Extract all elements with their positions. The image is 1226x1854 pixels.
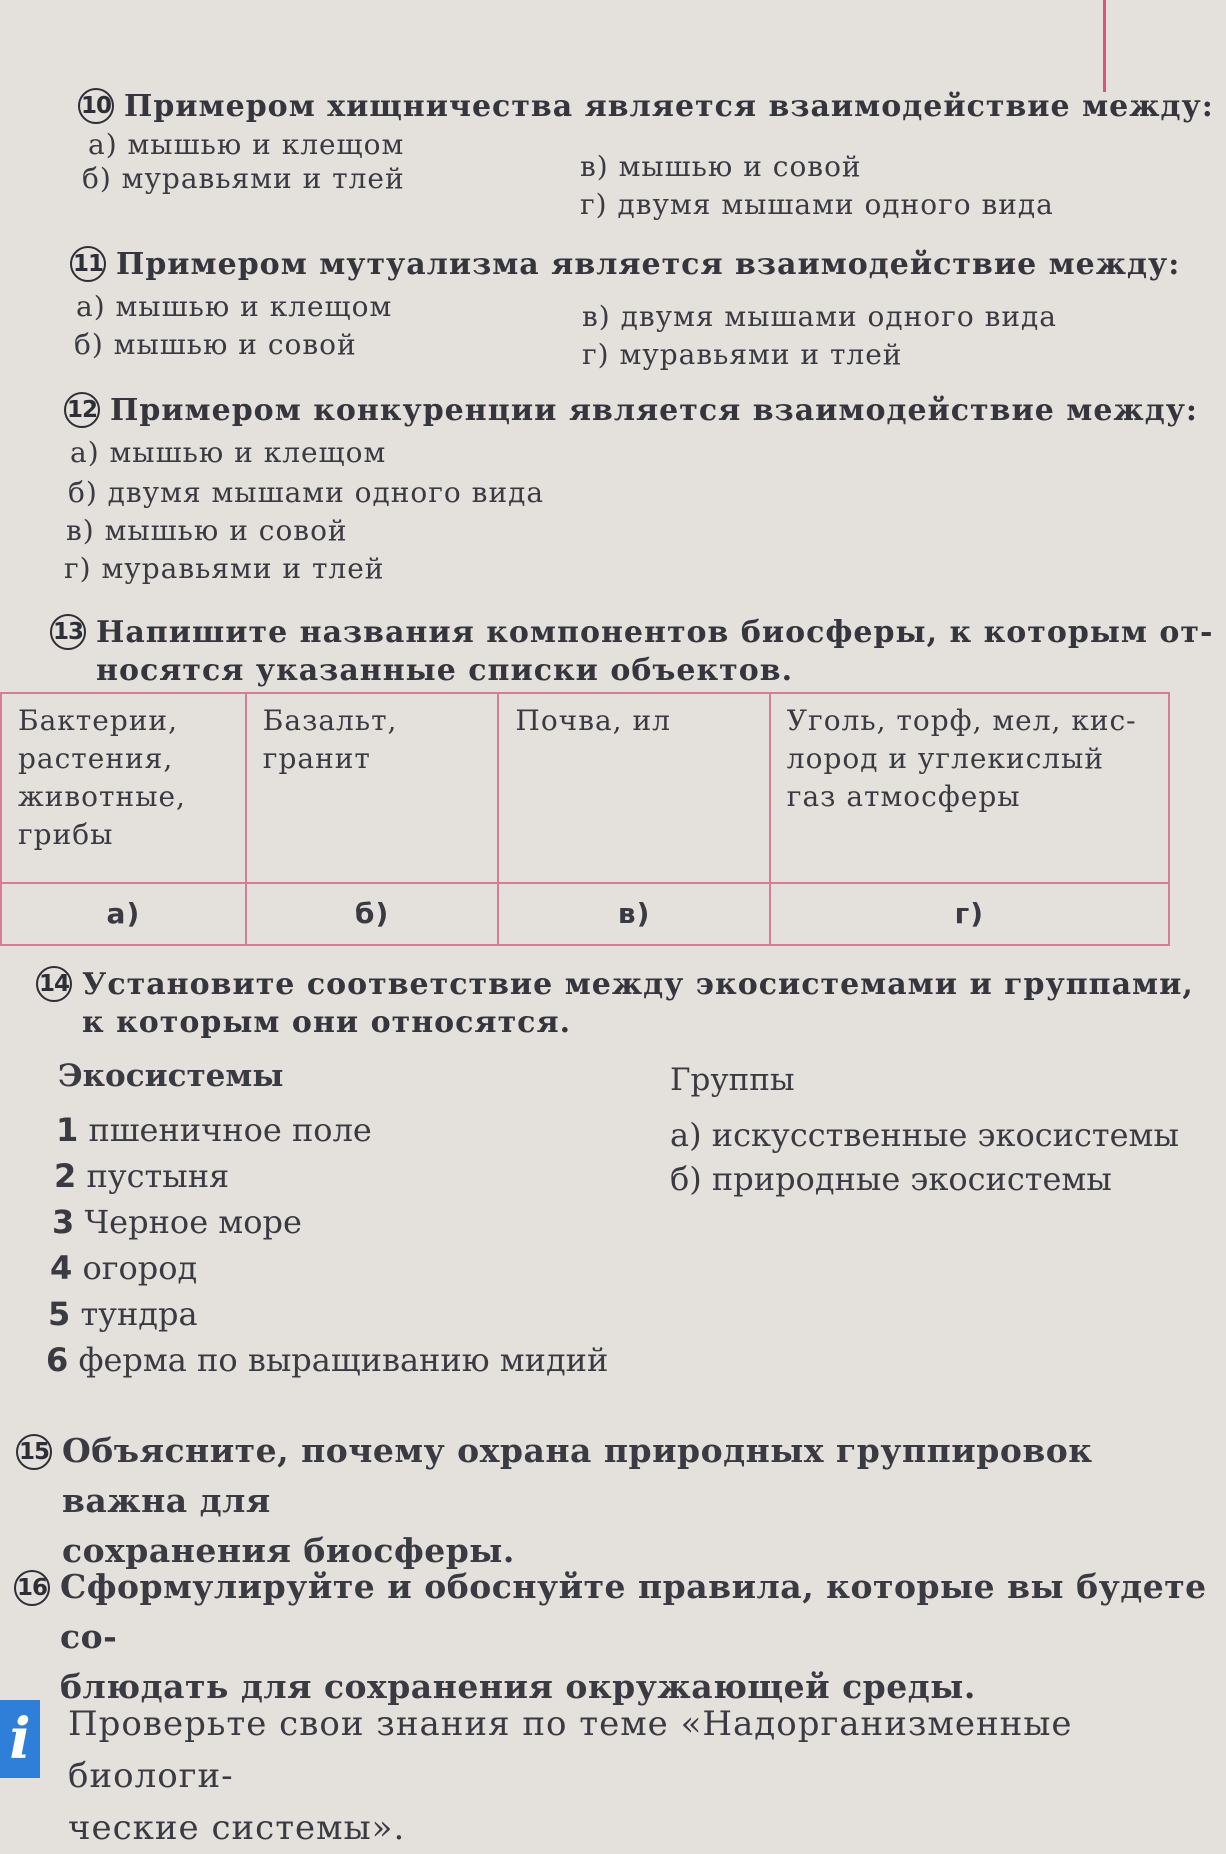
question-text: Примером конкуренции является взаимодействие между: xyxy=(110,393,1198,428)
item-number: 1 xyxy=(56,1111,79,1149)
question-text-line-1: Напишите названия компонентов биосферы, к которым от- xyxy=(96,615,1214,650)
option-v: в) двумя мышами одного вида xyxy=(582,300,1057,333)
question-number-badge: 12 xyxy=(64,392,100,428)
question-number-badge: 10 xyxy=(78,88,114,124)
table-row xyxy=(1,883,1169,945)
question-10-header xyxy=(78,88,1214,126)
question-text-line-2: блюдать для сохранения окружающей среды. xyxy=(60,1667,976,1706)
question-text-line-2: носятся указанные списки объектов. xyxy=(96,653,794,688)
item-number: 6 xyxy=(46,1341,69,1379)
question-number-badge: 11 xyxy=(70,246,106,282)
answer-cell: б) xyxy=(246,883,499,945)
item-number: 5 xyxy=(48,1295,71,1333)
item-label: пустыня xyxy=(86,1157,230,1195)
option-b: б) муравьями и тлей xyxy=(82,162,405,195)
item-label: тундра xyxy=(80,1295,198,1333)
option-g: г) муравьями и тлей xyxy=(64,552,385,585)
question-number-badge: 16 xyxy=(14,1570,50,1606)
answer-cell: в) xyxy=(498,883,769,945)
question-number-badge: 14 xyxy=(36,966,72,1002)
item-number: 3 xyxy=(52,1203,75,1241)
question-text-line-1: Сформулируйте и обоснуйте правила, которые вы будете со- xyxy=(60,1567,1207,1656)
ecosystems-header: Экосистемы xyxy=(58,1058,284,1094)
list-item xyxy=(52,1199,302,1245)
question-16-header xyxy=(14,1562,1226,1712)
answer-cell: г) xyxy=(770,883,1169,945)
question-text-line-2: сохранения биосферы. xyxy=(62,1531,515,1570)
question-text-line-1: Объясните, почему охрана природных группировок важна для xyxy=(62,1431,1093,1520)
item-label: огород xyxy=(82,1249,198,1287)
info-note xyxy=(68,1698,1226,1854)
option-g: г) двумя мышами одного вида xyxy=(580,188,1054,221)
question-text: Примером хищничества является взаимодействие между: xyxy=(124,89,1214,124)
biosphere-components-table xyxy=(0,692,1170,946)
list-item xyxy=(46,1337,608,1383)
info-icon: i xyxy=(0,1700,40,1778)
answer-cell: а) xyxy=(1,883,246,945)
question-text: Примером мутуализма является взаимодействие между: xyxy=(116,247,1181,282)
table-cell: Бактерии, растения, животные, грибы xyxy=(1,693,246,883)
question-11-header xyxy=(70,246,1180,284)
question-13-header xyxy=(50,614,1213,690)
option-a: а) мышью и клещом xyxy=(76,290,393,323)
list-item xyxy=(54,1153,229,1199)
question-number-badge: 13 xyxy=(50,614,86,650)
item-label: Черное море xyxy=(84,1203,302,1241)
list-item xyxy=(50,1245,197,1291)
option-v: в) мышью и совой xyxy=(66,514,348,547)
table-row xyxy=(1,693,1169,883)
list-item xyxy=(48,1291,198,1337)
option-b: б) мышью и совой xyxy=(74,328,357,361)
group-option-a: а) искусственные экосистемы xyxy=(670,1116,1179,1154)
groups-header: Группы xyxy=(670,1062,795,1098)
item-number: 4 xyxy=(50,1249,73,1287)
table-cell: Базальт, гранит xyxy=(246,693,499,883)
option-v: в) мышью и совой xyxy=(580,150,862,183)
page-margin-line xyxy=(1103,0,1106,92)
option-g: г) муравьями и тлей xyxy=(582,338,903,371)
item-label: ферма по выращиванию мидий xyxy=(78,1341,609,1379)
question-12-header xyxy=(64,392,1198,430)
item-label: пшеничное поле xyxy=(88,1111,372,1149)
option-a: а) мышью и клещом xyxy=(70,436,387,469)
question-text-line-2: к которым они относятся. xyxy=(82,1005,572,1040)
question-number-badge: 15 xyxy=(16,1434,52,1470)
info-note-line-2: ческие системы». xyxy=(68,1808,406,1848)
item-number: 2 xyxy=(54,1157,77,1195)
option-a: а) мышью и клещом xyxy=(88,128,405,161)
info-note-line-1: Проверьте свои знания по теме «Надорганизменные биологи- xyxy=(68,1704,1073,1796)
option-b: б) двумя мышами одного вида xyxy=(68,476,545,509)
list-item xyxy=(56,1107,372,1153)
table-cell: Уголь, торф, мел, кис-лород и углекислый газ атмосферы xyxy=(770,693,1169,883)
question-text-line-1: Установите соответствие между экосистемами и группами, xyxy=(82,967,1194,1002)
table-cell: Почва, ил xyxy=(498,693,769,883)
group-option-b: б) природные экосистемы xyxy=(670,1160,1112,1198)
question-14-header xyxy=(36,966,1194,1042)
question-15-header xyxy=(16,1426,1226,1576)
